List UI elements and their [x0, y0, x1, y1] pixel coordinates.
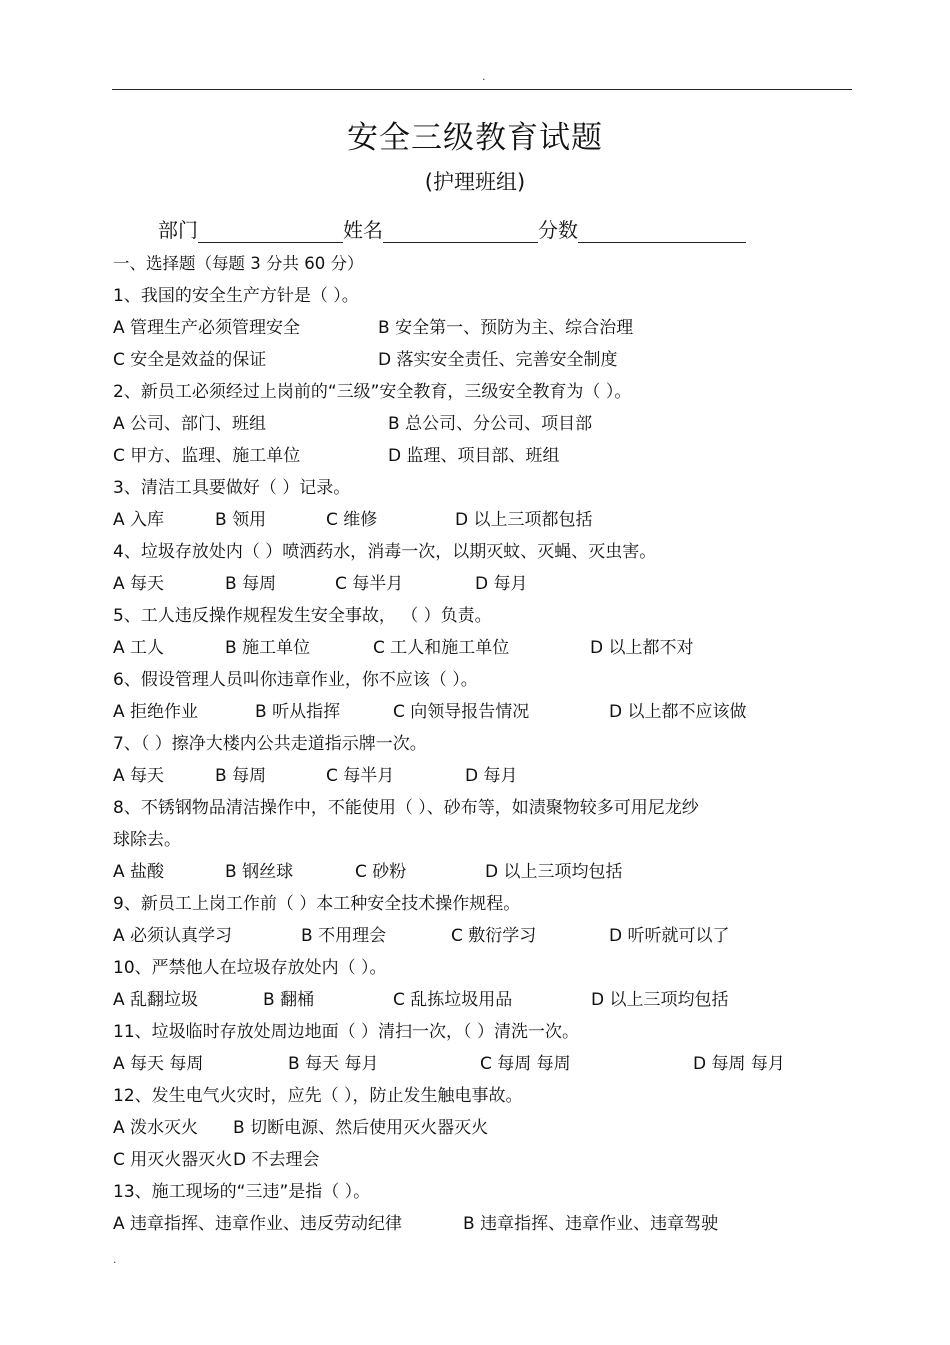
option-a[interactable]: C 用灭火器灭火 — [113, 1150, 233, 1170]
info-row — [158, 214, 746, 243]
option-b[interactable]: B 总公司、分公司、项目部 — [388, 414, 593, 434]
page-subtitle: (护理班组) — [424, 170, 526, 194]
option-row — [113, 440, 853, 472]
option-a[interactable]: A 工人 — [113, 638, 165, 658]
option-a[interactable]: A 管理生产必须管理安全 — [113, 318, 301, 338]
option-a[interactable]: C 安全是效益的保证 — [113, 350, 267, 370]
option-d[interactable]: D 以上三项均包括 — [485, 862, 623, 882]
option-row — [113, 408, 853, 440]
name-label: 姓名 — [343, 218, 383, 242]
question-text: 5、工人违反操作规程发生安全事故， （ ）负责。 — [113, 606, 492, 626]
option-c[interactable]: C 敷衍学习 — [451, 926, 537, 946]
option-d[interactable]: D 以上三项均包括 — [591, 990, 729, 1010]
option-d[interactable]: D 每周 每月 — [693, 1054, 785, 1074]
header-mark: . — [482, 70, 486, 83]
question-text: 11、垃圾临时存放处周边地面（ ）清扫一次，（ ）清洗一次。 — [113, 1022, 579, 1042]
question-text: 9、新员工上岗工作前（ ）本工种安全技术操作规程。 — [113, 894, 521, 914]
option-b[interactable]: B 听从指挥 — [255, 702, 341, 722]
question-text: 4、垃圾存放处内（ ）喷洒药水，消毒一次，以期灭蚊、灭蝇、灭虫害。 — [113, 542, 657, 562]
option-c[interactable]: C 工人和施工单位 — [373, 638, 510, 658]
option-a[interactable]: A 每天 每周 — [113, 1054, 204, 1074]
footer-mark: . — [113, 1253, 117, 1266]
option-d[interactable]: D 以上都不对 — [590, 638, 694, 658]
option-a[interactable]: A 拒绝作业 — [113, 702, 199, 722]
option-d[interactable]: D 听听就可以了 — [609, 926, 730, 946]
option-a[interactable]: C 甲方、监理、施工单位 — [113, 446, 301, 466]
page-title: 安全三级教育试题 — [347, 120, 603, 156]
option-b[interactable]: B 施工单位 — [225, 638, 311, 658]
option-b[interactable]: B 每周 — [225, 574, 277, 594]
name-blank[interactable] — [383, 220, 538, 243]
option-a[interactable]: A 每天 — [113, 766, 165, 786]
option-row — [113, 920, 853, 952]
question-list — [113, 248, 853, 1240]
option-b[interactable]: B 每天 每月 — [288, 1054, 379, 1074]
option-b[interactable]: D 落实安全责任、完善安全制度 — [378, 350, 618, 370]
question-text: 10、严禁他人在垃圾存放处内（ ）。 — [113, 958, 387, 978]
option-c[interactable]: C 砂粉 — [355, 862, 407, 882]
option-row — [113, 632, 853, 664]
section-heading: 一、选择题（每题 3 分共 60 分） — [113, 254, 364, 273]
option-row — [113, 504, 853, 536]
option-a[interactable]: A 盐酸 — [113, 862, 165, 882]
option-b[interactable]: B 钢丝球 — [225, 862, 294, 882]
option-row — [113, 568, 853, 600]
option-a[interactable]: A 公司、部门、班组 — [113, 414, 267, 434]
question-text: 12、发生电气火灾时，应先（ ），防止发生触电事故。 — [113, 1086, 523, 1106]
option-d[interactable]: D 以上三项都包括 — [455, 510, 593, 530]
question-text: 2、新员工必须经过上岗前的“三级”安全教育，三级安全教育为（ ）。 — [113, 382, 632, 402]
option-row — [113, 1144, 853, 1176]
header-rule — [112, 89, 852, 90]
question-text: 6、假设管理人员叫你违章作业，你不应该（ ）。 — [113, 670, 478, 690]
option-c[interactable]: C 维修 — [326, 510, 378, 530]
department-label: 部门 — [158, 218, 198, 242]
option-b[interactable]: B 违章指挥、违章作业、违章驾驶 — [463, 1214, 719, 1234]
score-blank[interactable] — [578, 220, 746, 243]
department-blank[interactable] — [198, 220, 343, 243]
question-text: 球除去。 — [113, 830, 181, 850]
option-a[interactable]: A 泼水灭火 — [113, 1118, 199, 1138]
option-d[interactable]: D 每月 — [465, 766, 518, 786]
option-b[interactable]: B 不用理会 — [301, 926, 387, 946]
option-b[interactable]: D 监理、项目部、班组 — [388, 446, 560, 466]
option-c[interactable]: C 乱拣垃圾用品 — [393, 990, 513, 1010]
option-d[interactable]: D 以上都不应该做 — [609, 702, 747, 722]
option-a[interactable]: A 每天 — [113, 574, 165, 594]
option-c[interactable]: C 向领导报告情况 — [393, 702, 530, 722]
option-b[interactable]: B 切断电源、然后使用灭火器灭火 — [233, 1118, 489, 1138]
option-a[interactable]: A 必须认真学习 — [113, 926, 233, 946]
option-a[interactable]: A 违章指挥、违章作业、违反劳动纪律 — [113, 1214, 403, 1234]
question-text: 8、不锈钢物品清洁操作中，不能使用（ ）、砂布等，如渍聚物较多可用尼龙纱 — [113, 798, 699, 818]
option-row — [113, 312, 853, 344]
option-b[interactable]: D 不去理会 — [233, 1150, 320, 1170]
option-row — [113, 696, 853, 728]
option-c[interactable]: C 每半月 — [335, 574, 404, 594]
question-text: 13、施工现场的“三违”是指（ ）。 — [113, 1182, 371, 1202]
option-row — [113, 856, 853, 888]
option-row — [113, 1112, 853, 1144]
option-row — [113, 344, 853, 376]
option-b[interactable]: B 每周 — [215, 766, 267, 786]
score-label: 分数 — [538, 218, 578, 242]
option-row — [113, 1048, 853, 1080]
question-text: 3、清洁工具要做好（ ）记录。 — [113, 478, 351, 498]
option-b[interactable]: B 安全第一、预防为主、综合治理 — [378, 318, 634, 338]
option-c[interactable]: C 每半月 — [326, 766, 395, 786]
option-row — [113, 760, 853, 792]
option-a[interactable]: A 入库 — [113, 510, 165, 530]
option-b[interactable]: B 领用 — [215, 510, 267, 530]
option-c[interactable]: C 每周 每周 — [480, 1054, 571, 1074]
option-d[interactable]: D 每月 — [475, 574, 528, 594]
option-row — [113, 1208, 853, 1240]
question-text: 1、我国的安全生产方针是（ ）。 — [113, 286, 359, 306]
question-text: 7、（ ）擦净大楼内公共走道指示牌一次。 — [113, 734, 427, 754]
option-a[interactable]: A 乱翻垃圾 — [113, 990, 199, 1010]
option-row — [113, 984, 853, 1016]
option-b[interactable]: B 翻桶 — [263, 990, 315, 1010]
